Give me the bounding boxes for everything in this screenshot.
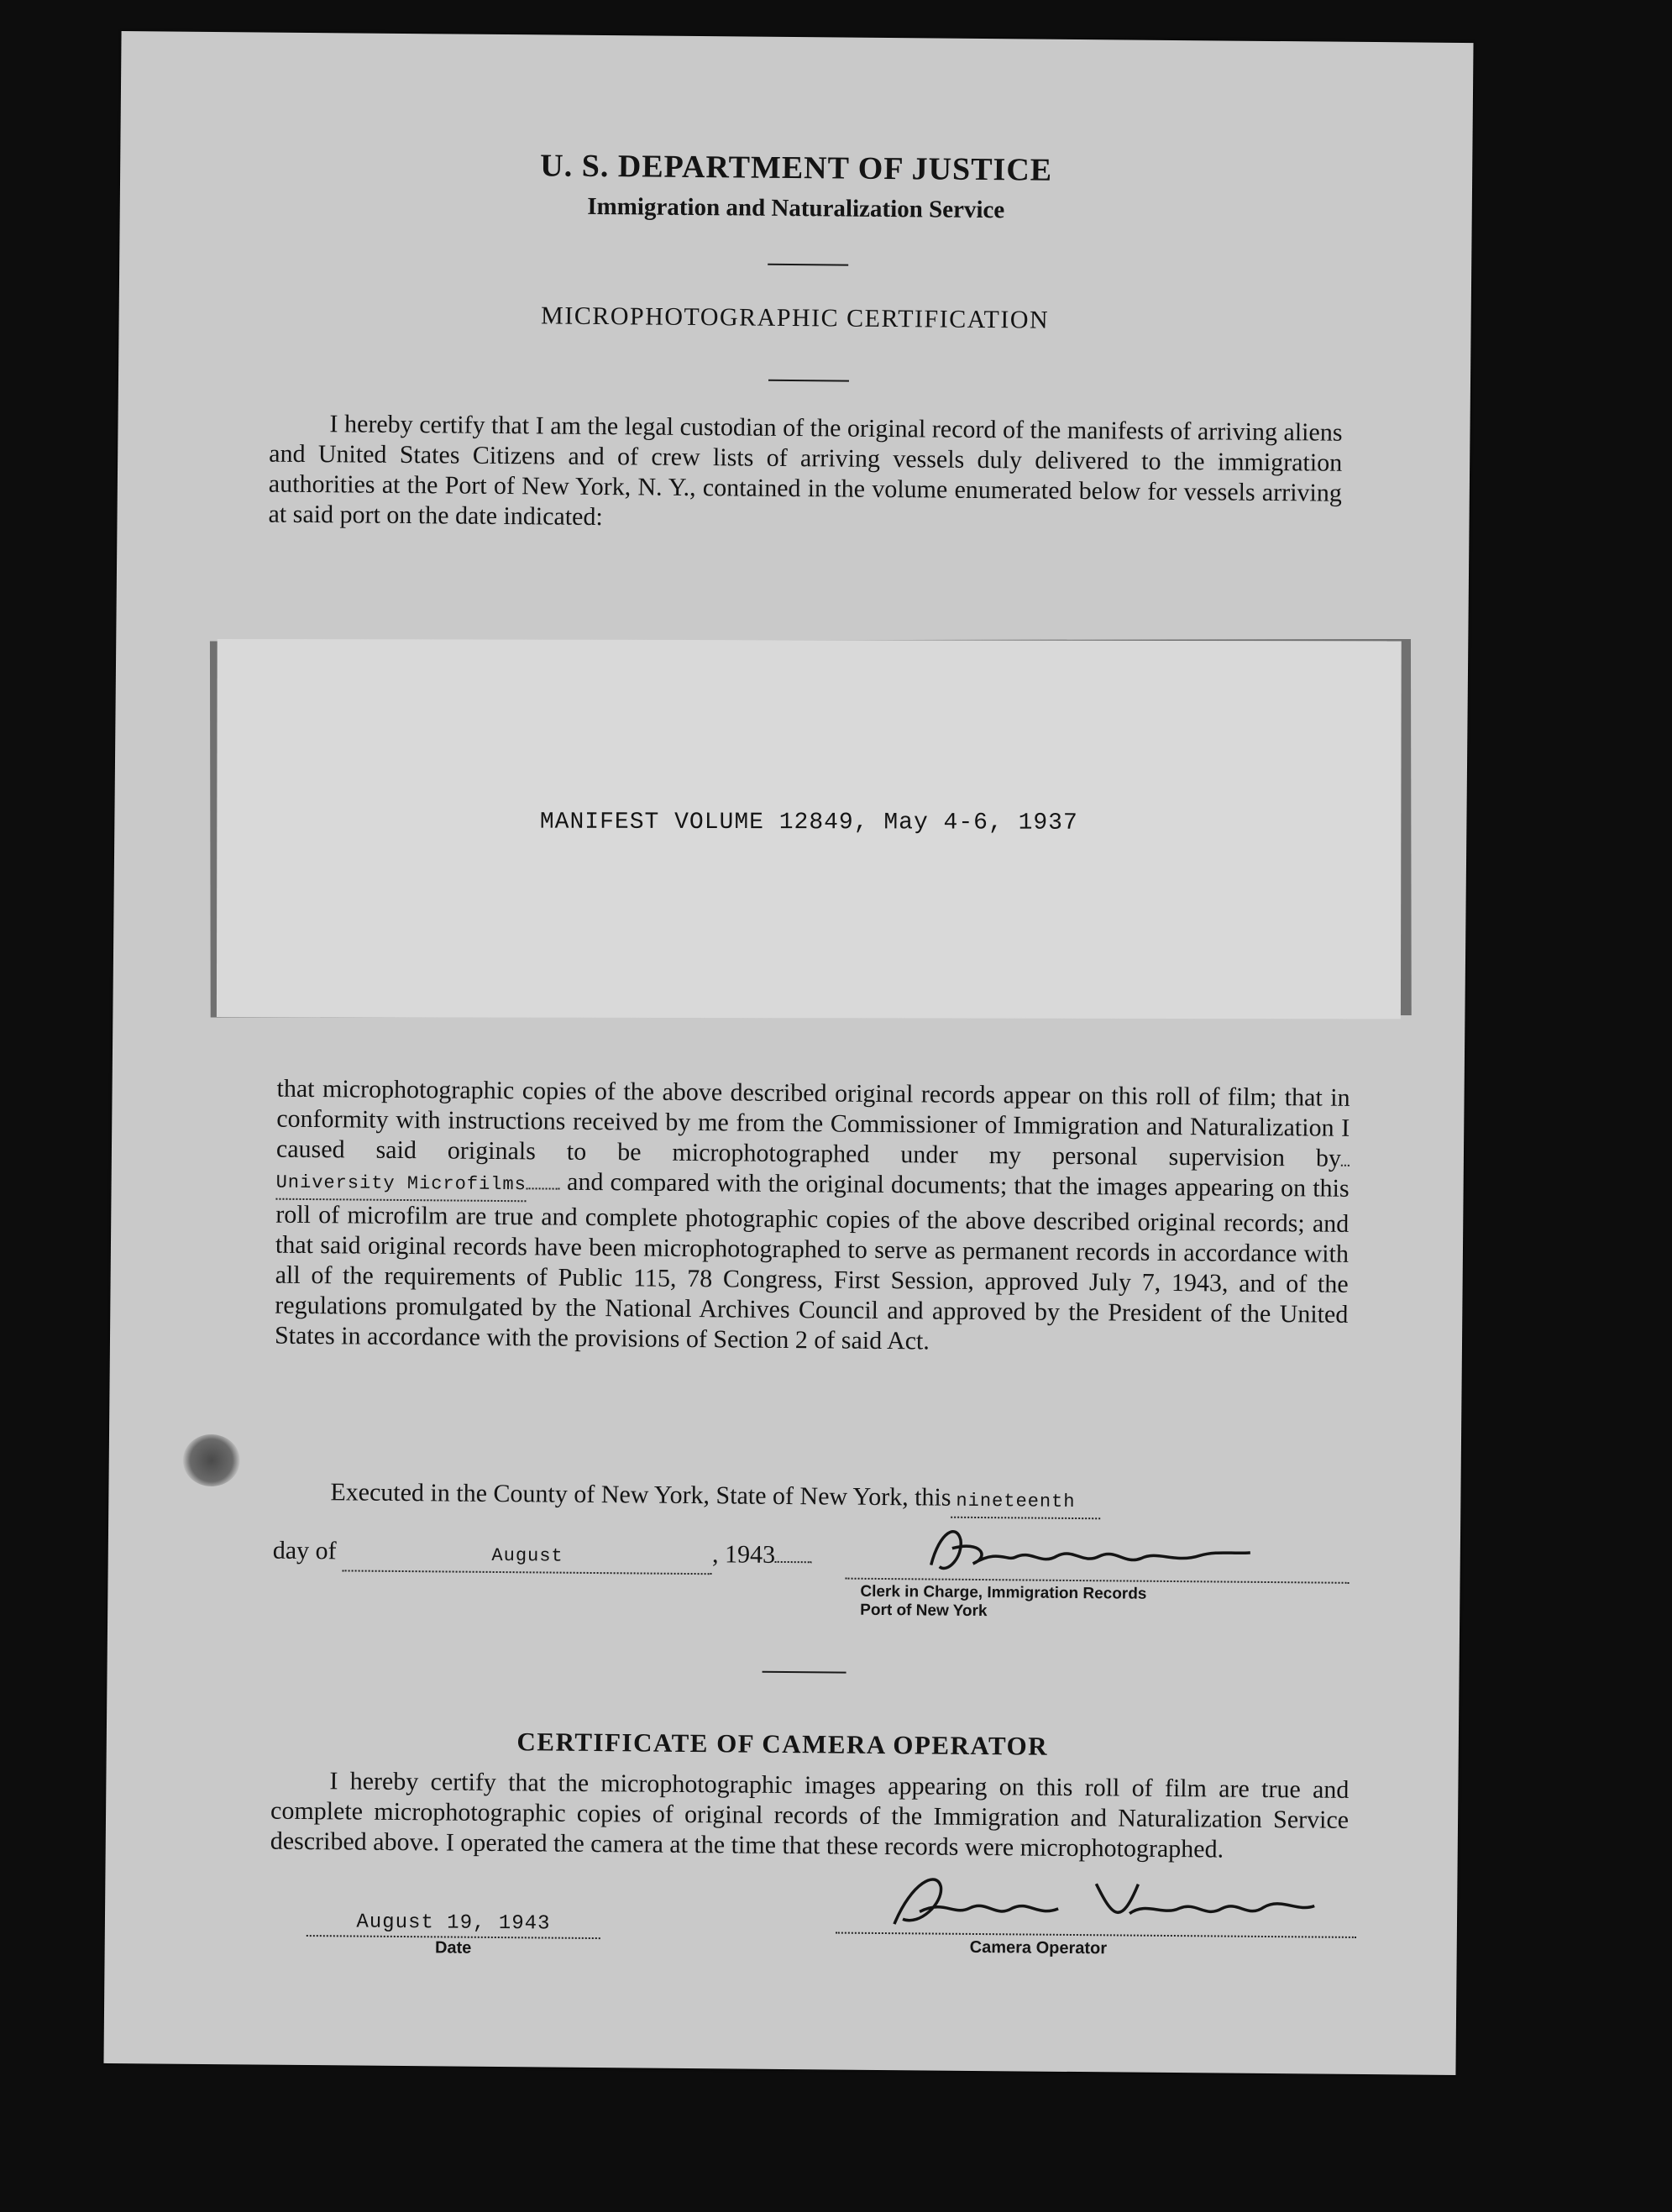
camera-operator-paragraph: [270, 1766, 1350, 1866]
manifest-slip: [217, 639, 1402, 1019]
body-text: [275, 1074, 1350, 1360]
camera-operator-signature: [861, 1865, 1332, 1941]
clerk-title: [860, 1583, 1146, 1622]
department-title: U. S. DEPARTMENT OF JUSTICE: [540, 148, 1053, 188]
divider: [768, 264, 848, 266]
day-of-label: day of: [272, 1536, 337, 1565]
month-value: August: [343, 1539, 712, 1575]
service-subtitle: Immigration and Naturalization Service: [587, 192, 1005, 224]
body-text-part2: and compared with the original documents; that the images appearing on this roll of microfilm are true and complete photographic copies of the above described original records; and that said original records have been microphotographed to serve as permanent records in accordance with all of the requirements of Public 115, 78 Congress, First Session, approved July 7, 1943, and of the regulations promulgated by the National Archives Council and approved by the President of the United States in accordance with the provisions of Section 2 of said Act.: [274, 1167, 1350, 1355]
intro-text: I hereby certify that I am the legal custodian of the original record of the manifests of arriving aliens and United States Citizens and of crew lists of arriving vessels duly delivered to the immigration authorities at the Port of New York, N. Y., contained in the volume enumerated below for vessels arriving at said port on the date indicated:: [268, 410, 1343, 532]
clerk-title-line2: Port of New York: [860, 1601, 988, 1621]
supervisor-value: University Microfilms: [275, 1168, 527, 1203]
day-of-line: [273, 1536, 813, 1576]
intro-paragraph: [268, 409, 1342, 539]
clerk-title-line1: Clerk in Charge, Immigration Records: [860, 1582, 1147, 1603]
execution-block: [272, 1477, 1349, 1569]
year-value: , 1943: [711, 1540, 776, 1569]
date-label: Date: [434, 1938, 472, 1958]
camera-operator-text: I hereby certify that the microphotographic images appearing on this roll of film are true and complete microphotographic copies of original records of the Immigration and Naturalization Service described above. I operated the camera at the time that these records were microphotographed.: [270, 1767, 1350, 1863]
divider: [763, 1671, 846, 1674]
certificate-sheet: [103, 31, 1473, 2075]
manifest-volume: MANIFEST VOLUME 12849, May 4-6, 1937: [539, 809, 1078, 836]
body-text-part1: that microphotographic copies of the above described original records appear on this roll of film; that in conformity with instructions received by me from the Commissioner of Immigration and Naturalization I caused said originals to be microphotographed under my personal supervision by: [275, 1074, 1350, 1172]
executed-line: [330, 1477, 1100, 1519]
divider: [768, 380, 849, 382]
certification-title: MICROPHOTOGRAPHIC CERTIFICATION: [540, 301, 1050, 334]
body-paragraph: [275, 1074, 1350, 1360]
camera-operator-label: Camera Operator: [969, 1937, 1108, 1958]
ink-smudge: [182, 1434, 240, 1487]
certificate-date-value: August 19, 1943: [307, 1911, 600, 1939]
executed-text: Executed in the County of New York, State of New York, this: [330, 1478, 951, 1512]
camera-operator-title: CERTIFICATE OF CAMERA OPERATOR: [516, 1727, 1049, 1761]
day-value: nineteenth: [951, 1486, 1100, 1520]
